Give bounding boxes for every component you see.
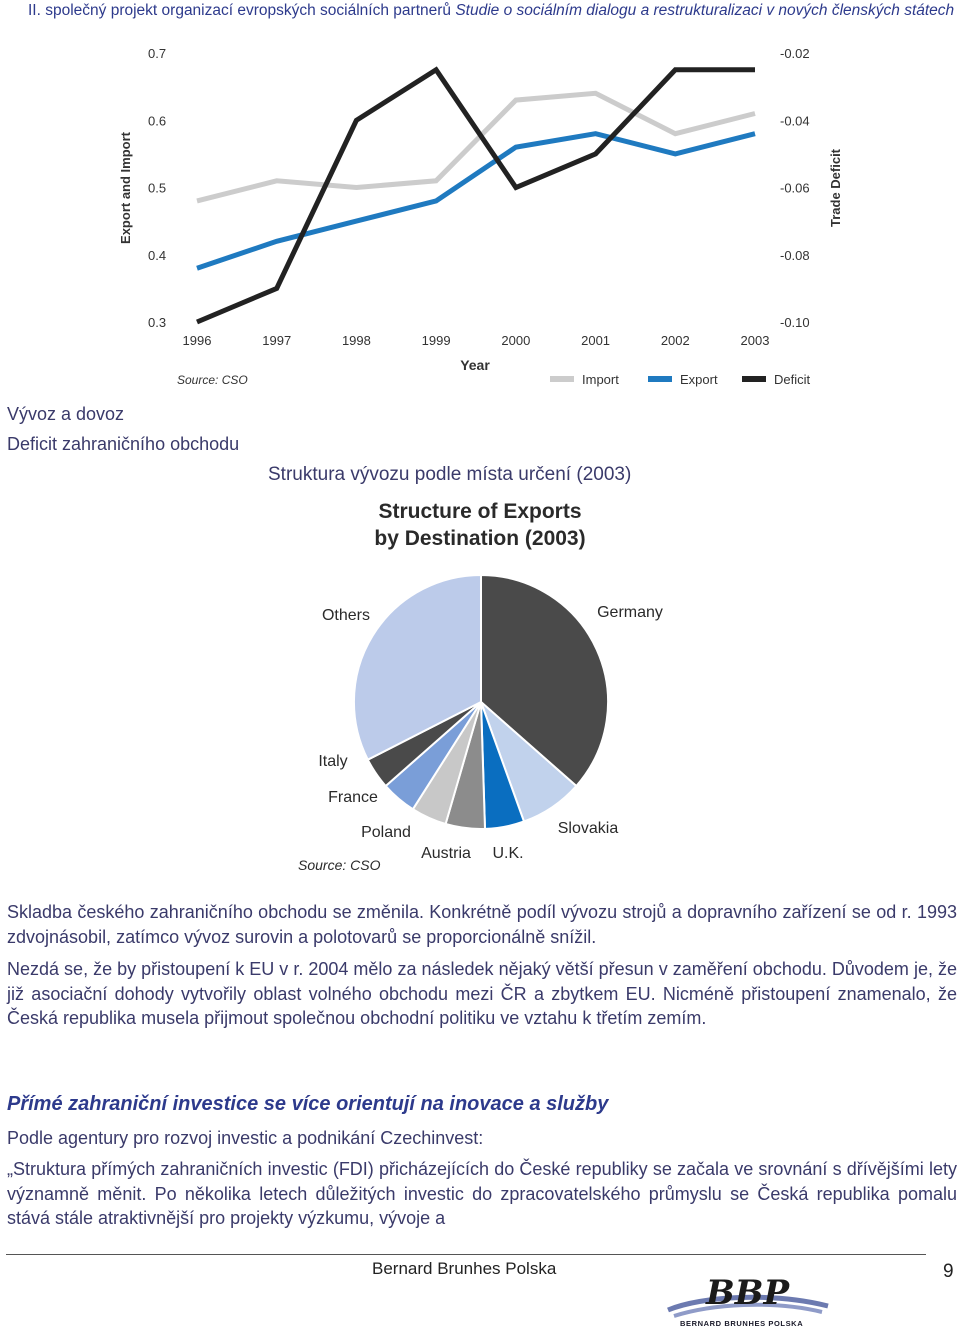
company-logo: [662, 1266, 832, 1328]
y-tick-label: 0.3: [148, 315, 167, 330]
paragraph-fdi-quote: [7, 1157, 957, 1231]
y-tick-label: 0.7: [148, 46, 167, 61]
logo-mark: BBP: [706, 1273, 790, 1313]
x-tick-label: 1998: [341, 333, 371, 348]
pie-title-line2: by Destination (2003): [374, 527, 586, 550]
chart-source: Source: CSO: [177, 373, 248, 387]
paragraph-czechinvest-intro: [7, 1126, 957, 1151]
footer-company: Bernard Brunhes Polska: [372, 1259, 557, 1278]
x-axis-label: Year: [460, 357, 490, 373]
x-tick-label: 2003: [740, 333, 770, 348]
pie-label-germany: Germany: [597, 604, 663, 621]
x-tick-label: 1997: [262, 333, 292, 348]
y2-axis-label: Trade Deficit: [828, 148, 843, 228]
caption-export-import: Vývoz a dovoz: [7, 404, 125, 424]
paragraph-text: Skladba českého zahraničního obchodu se změnila. Konkrétně podíl vývozu strojů a dopravního zařízení se od r. 1993 zdvojnásobil, zatímco vývoz surovin a polotovarů se proporcionálně snížil.: [7, 902, 957, 947]
pie-label-uk: U.K.: [492, 845, 524, 862]
paragraph-eu-accession: [7, 957, 957, 1031]
paragraph-text: Podle agentury pro rozvoj investic a podnikání Czechinvest:: [7, 1128, 484, 1148]
exports-pie-chart: [268, 490, 693, 882]
x-tick-label: 2000: [501, 333, 531, 348]
company-logo-svg: [662, 1266, 832, 1328]
x-tick-label: 1996: [182, 333, 212, 348]
y2-tick-label: -0.10: [780, 315, 810, 330]
pie-label-others: Others: [321, 607, 371, 624]
y2-tick-label: -0.06: [780, 180, 810, 196]
pie-label-italy: Italy: [318, 753, 348, 770]
y2-tick-label: -0.02: [780, 46, 810, 61]
paragraph-trade-structure: [7, 900, 957, 949]
paragraph-text: „Struktura přímých zahraničních investic (FDI) přicházejících do České republiky se začala ve srovnání s dřívějšími lety významně měnit. Po několika letech důležitých investic do zpracovatelského průmyslu se Česká republika pomalu stává stále atraktivnější pro projekty výzkumu, vývoje a: [7, 1159, 957, 1228]
legend-label-import: Import: [582, 372, 619, 387]
page-header: [28, 2, 953, 20]
x-tick-label: 1999: [421, 333, 451, 348]
pie-source: Source: CSO: [298, 857, 381, 873]
y-tick-label: 0.5: [148, 180, 167, 196]
page-number: 9: [943, 1261, 954, 1282]
trade-line-chart: [100, 38, 860, 393]
section-heading: Přímé zahraniční investice se více orientují na inovace a služby: [7, 1093, 609, 1115]
legend-swatch-export: [648, 376, 672, 382]
pie-title-line1: Structure of Exports: [378, 500, 582, 523]
legend-label-deficit: Deficit: [774, 372, 811, 387]
pie-label-slovakia: Slovakia: [557, 820, 619, 837]
trade-line-chart-svg: [100, 38, 860, 393]
legend-label-export: Export: [680, 372, 718, 387]
paragraph-text: Nezdá se, že by přistoupení k EU v r. 2004 mělo za následek nějaký větší přesun v zaměření obchodu. Důvodem je, že již asociační dohody vytvořily oblast volného obchodu mezi ČR a zbytkem EU. Nicméně přistoupení znamenalo, že Česká republika musela přijmout společnou obchodní politiku ve vztahu k třetím zemím.: [7, 959, 957, 1028]
y-tick-label: 0.6: [148, 113, 167, 129]
legend-swatch-import: [550, 376, 574, 382]
y-axis-label: Export and Import: [118, 132, 133, 244]
y2-tick-label: -0.08: [780, 247, 810, 263]
pie-chart-caption: Struktura vývozu podle místa určení (2003): [268, 464, 632, 485]
header-study-title: Studie o sociálním dialogu a restrukturalizaci v nových členských státech: [455, 2, 955, 19]
header-title: II. společný projekt organizací evropských sociálních partnerů: [28, 2, 452, 19]
pie-label-poland: Poland: [361, 824, 411, 841]
caption-trade-deficit: Deficit zahraničního obchodu: [7, 434, 240, 454]
x-tick-label: 2002: [660, 333, 690, 348]
pie-label-france: France: [328, 789, 378, 806]
y-tick-label: 0.4: [148, 247, 167, 263]
pie-label-austria: Austria: [421, 845, 471, 862]
x-tick-label: 2001: [581, 333, 611, 348]
footer-divider: [6, 1254, 926, 1255]
y2-tick-label: -0.04: [780, 113, 810, 129]
exports-pie-chart-svg: [268, 490, 693, 882]
logo-text: BERNARD BRUNHES POLSKA: [680, 1319, 804, 1328]
legend-swatch-deficit: [742, 376, 766, 382]
